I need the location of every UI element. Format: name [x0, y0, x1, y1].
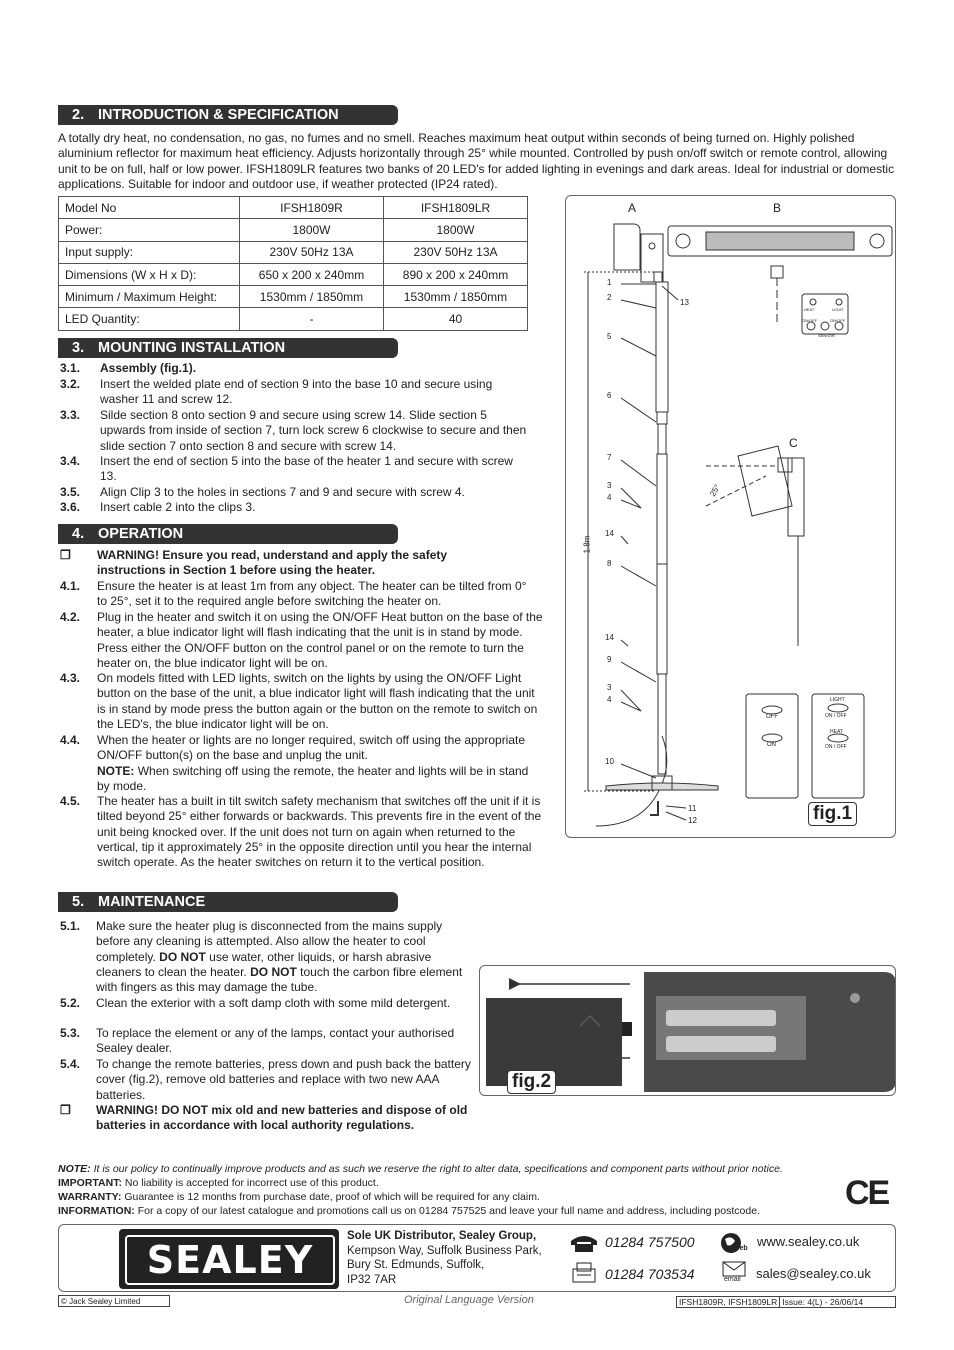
remote-on-label: ON: [767, 742, 776, 748]
panel-onoff-label: ON/OFF: [830, 318, 846, 323]
copyright-box: © Jack Sealey Limited: [58, 1295, 170, 1307]
mounting-step: 3.4. Insert the end of section 5 into the base of the heater 1 and secure with screw 13.: [60, 454, 513, 484]
remote-heat-label: HEAT: [830, 729, 843, 735]
operation-step: 4.3. On models fitted with LED lights, switch on the lights by using the ON/OFF Light button on the base of the unit, a blue indicator light will flash indicating that the unit is in stand by mode press the button again or the button on the remote to switch on the LED's, the blue indicator light will be on.: [60, 671, 538, 731]
part-label: 12: [688, 816, 697, 825]
section-header-maintenance: 5. MAINTENANCE: [58, 892, 398, 912]
contact-box: [58, 1224, 896, 1292]
view-c-label: C: [789, 436, 798, 450]
mounting-step: 3.2. Insert the welded plate end of section 9 into the base 10 and secure using washer 11 and screw 12.: [60, 377, 493, 407]
part-label: 3: [607, 683, 612, 692]
section-header-intro: 2. INTRODUCTION & SPECIFICATION: [58, 105, 398, 125]
figure-1-drawing: [566, 196, 897, 839]
information-line: INFORMATION: For a copy of our latest catalogue and promotions call us on 01284 757525 and leave your full name and address, including postcode.: [58, 1205, 760, 1217]
part-label: 4: [607, 695, 612, 704]
remote-onoff-label: ON / OFF: [825, 713, 847, 719]
panel-light-label: LIGHT: [832, 307, 844, 312]
remote-onoff-label: ON / OFF: [825, 744, 847, 750]
panel-heat-label: HEAT: [804, 307, 815, 312]
operation-step: 4.2. Plug in the heater and switch it on using the ON/OFF Heat button on the base of the heater, a blue indicator light will flash indicating that the unit is in stand by mode. Press either the ON/OFF button on the control panel or on the remote to turn the heater on, the blue indicator light will be on.: [60, 610, 543, 670]
ce-mark: CE: [845, 1174, 889, 1212]
operation-step: 4.4. When the heater or lights are no longer required, switch off using the appropriate ON/OFF button(s) on the base and unplug the unit. NOTE: When switching off using the remote, the heater and lights will be in stand by mode.: [60, 733, 529, 793]
part-label: 11: [688, 804, 697, 813]
doc-reference-box: IFSH1809R, IFSH1809LR Issue: 4(L) - 26/06/14: [676, 1296, 896, 1308]
language-note: Original Language Version: [404, 1294, 534, 1306]
operation-warning: ❐ WARNING! Ensure you read, understand and apply the safety instructions in Section 1 before using the heater.: [60, 548, 448, 578]
table-row: Input supply: 230V 50Hz 13A 230V 50Hz 13A: [59, 241, 528, 263]
table-row: LED Quantity: - 40: [59, 308, 528, 330]
panel-onoff-label: ON/OFF: [802, 318, 818, 323]
warranty-line: WARRANTY: Guarantee is 12 months from purchase date, proof of which will be required for any claim.: [58, 1191, 540, 1203]
part-label: 13: [680, 298, 689, 307]
email-link[interactable]: sales@sealey.co.uk: [756, 1266, 871, 1281]
mounting-step: 3.3. Silde section 8 onto section 9 and secure using screw 14. Slide section 5 upwards from inside of section 7, turn lock screw 6 clockwise to secure and then slide section 7 onto section 8 and secure with screw 14.: [60, 408, 527, 453]
view-b-label: B: [773, 201, 782, 215]
angle-label: 25°: [708, 483, 722, 498]
maintenance-step: 5.2. Clean the exterior with a soft damp cloth with some mild detergent.: [60, 996, 451, 1010]
table-row: Dimensions (W x H x D): 650 x 200 x 240mm 890 x 200 x 240mm: [59, 263, 528, 285]
maintenance-step: 5.1. Make sure the heater plug is disconnected from the mains supply before any cleaning is attempted. Also allow the heater to cool completely. DO NOT use water, other liquids, or harsh abrasive cleaners to clean the heater. DO NOT touch the carbon fibre element with fingers as this may damage the tube.: [60, 919, 463, 995]
operation-step: 4.5. The heater has a built in tilt switch safety mechanism that switches off the unit if it is tilted beyond 25° either forwards or backwards. This prevents fire in the event of the unit being knocked over. If the unit does not turn on again when returned to the vertical, tip it approximately 25° in the opposite direction until you hear the internal switch operate. As the heater switches on return it to the vertical position.: [60, 794, 542, 870]
figure-2-label: fig.2: [507, 1070, 556, 1094]
part-label: 10: [605, 757, 614, 766]
panel-sensor-label: SENSOR: [818, 333, 835, 338]
table-row: Model No IFSH1809R IFSH1809LR: [59, 197, 528, 219]
email-icon: email: [722, 1261, 748, 1285]
sealey-logo: SEALEY: [119, 1229, 339, 1289]
part-label: 4: [607, 493, 612, 502]
spec-table: [58, 196, 528, 331]
operation-step: 4.1. Ensure the heater is at least 1m from any object. The heater can be tilted from 0° to 25°, set it to the required angle before switching the heater on.: [60, 579, 527, 609]
table-row: Power: 1800W 1800W: [59, 219, 528, 241]
phone-number: 01284 757500: [605, 1234, 695, 1250]
section-header-operation: 4. OPERATION: [58, 524, 398, 544]
part-label: 7: [607, 453, 612, 462]
web-link[interactable]: www.sealey.co.uk: [757, 1234, 860, 1249]
fax-icon: [571, 1261, 597, 1283]
part-label: 8: [607, 559, 612, 568]
part-label: 1: [607, 278, 612, 287]
web-icon: Web: [719, 1231, 751, 1259]
figure-1-label: fig.1: [808, 802, 857, 826]
part-label: 5: [607, 332, 612, 341]
fax-number: 01284 703534: [605, 1266, 695, 1282]
mounting-step: 3.5. Align Clip 3 to the holes in sections 7 and 9 and secure with screw 4.: [60, 485, 465, 499]
maintenance-warning: ❐ WARNING! DO NOT mix old and new batteries and dispose of old batteries in accordance with local authority regulations.: [60, 1103, 468, 1133]
height-label: 1.8m: [582, 535, 592, 554]
view-a-label: A: [628, 201, 637, 215]
table-row: Minimum / Maximum Height: 1530mm / 1850mm 1530mm / 1850mm: [59, 286, 528, 308]
maintenance-step: 5.3. To replace the element or any of the lamps, contact your authorised Sealey dealer.: [60, 1026, 455, 1056]
part-label: 6: [607, 391, 612, 400]
section-header-mounting: 3. MOUNTING INSTALLATION: [58, 338, 398, 358]
maintenance-step: 5.4. To change the remote batteries, press down and push back the battery cover (fig.2), remove old batteries and replace with two new AAA batteries.: [60, 1057, 471, 1102]
part-label: 2: [607, 293, 612, 302]
important-line: IMPORTANT: No liability is accepted for incorrect use of this product.: [58, 1177, 379, 1189]
distributor-address: Sole UK Distributor, Sealey Group, Kempson Way, Suffolk Business Park, Bury St. Edmunds, Suffolk, IP32 7AR: [347, 1230, 542, 1286]
part-label: 3: [607, 481, 612, 490]
note-line: NOTE: It is our policy to continually improve products and as such we reserve the right to alter data, specifications and component parts without prior notice.: [58, 1163, 783, 1175]
mounting-step: 3.1. Assembly (fig.1).: [60, 361, 197, 375]
figure-1-panel: [565, 195, 896, 838]
part-label: 9: [607, 655, 612, 664]
remote-off-label: OFF: [766, 714, 778, 720]
intro-paragraph: A totally dry heat, no condensation, no gas, no fumes and no smell. Reaches maximum heat output within seconds of being turned on. Highly polished aluminium reflector for maximum heat efficiency. Adjusts horizontally through 25° while mounted. Controlled by push on/off switch or remote control, allowing unit to be on full, half or low power. IFSH1809LR features two banks of 20 LED's for added lighting in evenings and dark areas. Ideal for industrial or domestic applications. Suitable for indoor and outdoor use, if weather protected (IP24 rated).: [58, 131, 895, 192]
part-label: 14: [605, 633, 614, 642]
mounting-step: 3.6. Insert cable 2 into the clips 3.: [60, 500, 256, 514]
remote-light-label: LIGHT: [830, 697, 845, 703]
figure-2-panel: [479, 965, 896, 1096]
phone-icon: [569, 1233, 599, 1251]
part-label: 14: [605, 529, 614, 538]
